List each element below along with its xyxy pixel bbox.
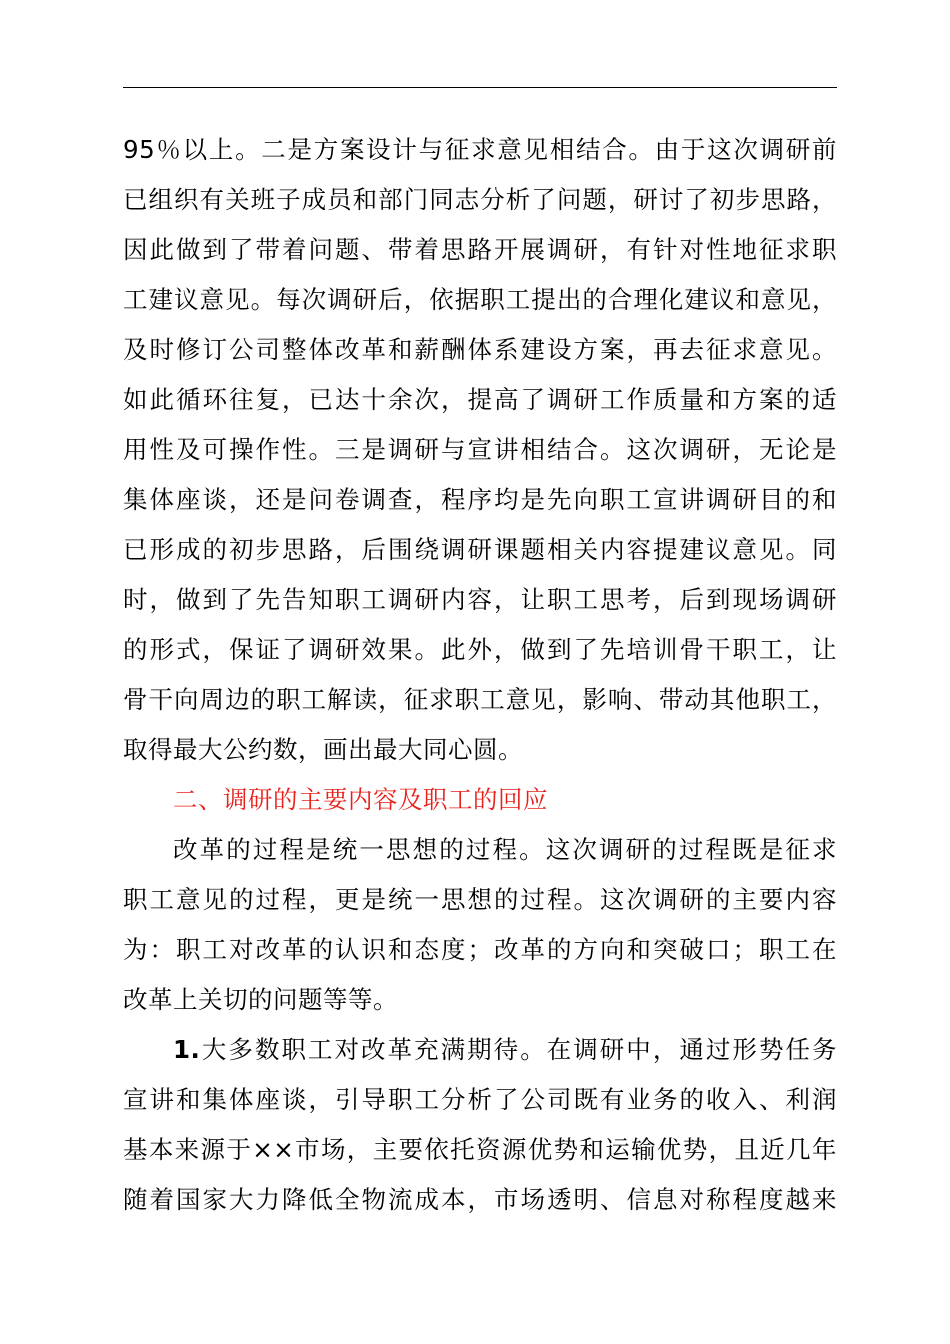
paragraph-3 [123,1025,837,1225]
header-rule [123,87,837,88]
text-line: 骨干向周边的职工解读，征求职工意见，影响、带动其他职工， [123,685,837,714]
text-line [123,1025,837,1075]
text-line: 的形式，保证了调研效果。此外，做到了先培训骨干职工，让 [123,635,837,664]
text-line: 时，做到了先告知职工调研内容，让职工思考，后到现场调研 [123,585,837,614]
paragraph-2 [123,825,837,1025]
text-line: 集体座谈，还是问卷调查，程序均是先向职工宣讲调研目的和 [123,485,837,514]
item-title-text: 大多数职工对改革充满期待。在调研中，通过形势任务 [200,1035,837,1064]
text-line: 用性及可操作性。三是调研与宣讲相结合。这次调研，无论是 [123,435,837,464]
text-line: 如此循环往复，已达十余次，提高了调研工作质量和方案的适 [123,385,837,414]
text-line: 取得最大公约数，画出最大同心圆。 [123,735,523,764]
text-line: 工建议意见。每次调研后，依据职工提出的合理化建议和意见， [123,285,837,314]
text-line: 95％以上。二是方案设计与征求意见相结合。由于这次调研前 [123,135,837,164]
text-line: 已组织有关班子成员和部门同志分析了问题，研讨了初步思路， [123,185,837,214]
text-line: 基本来源于××市场，主要依托资源优势和运输优势，且近几年 [123,1135,837,1164]
text-line: 宣讲和集体座谈，引导职工分析了公司既有业务的收入、利润 [123,1085,837,1114]
item-number: 1. [173,1035,201,1064]
text-line: 及时修订公司整体改革和薪酬体系建设方案，再去征求意见。 [123,335,837,364]
section-heading: 二、调研的主要内容及职工的回应 [173,785,548,814]
text-line: 职工意见的过程，更是统一思想的过程。这次调研的主要内容 [123,885,837,914]
document-body [123,125,837,1225]
paragraph-1 [123,125,837,775]
text-line: 改革上关切的问题等等。 [123,985,398,1014]
text-line: 随着国家大力降低全物流成本，市场透明、信息对称程度越来 [123,1185,837,1214]
text-line: 改革的过程是统一思想的过程。这次调研的过程既是征求 [173,835,837,864]
text-line: 为：职工对改革的认识和态度；改革的方向和突破口；职工在 [123,935,837,964]
text-line: 因此做到了带着问题、带着思路开展调研，有针对性地征求职 [123,235,837,264]
text-line: 已形成的初步思路，后围绕调研课题相关内容提建议意见。同 [123,535,837,564]
